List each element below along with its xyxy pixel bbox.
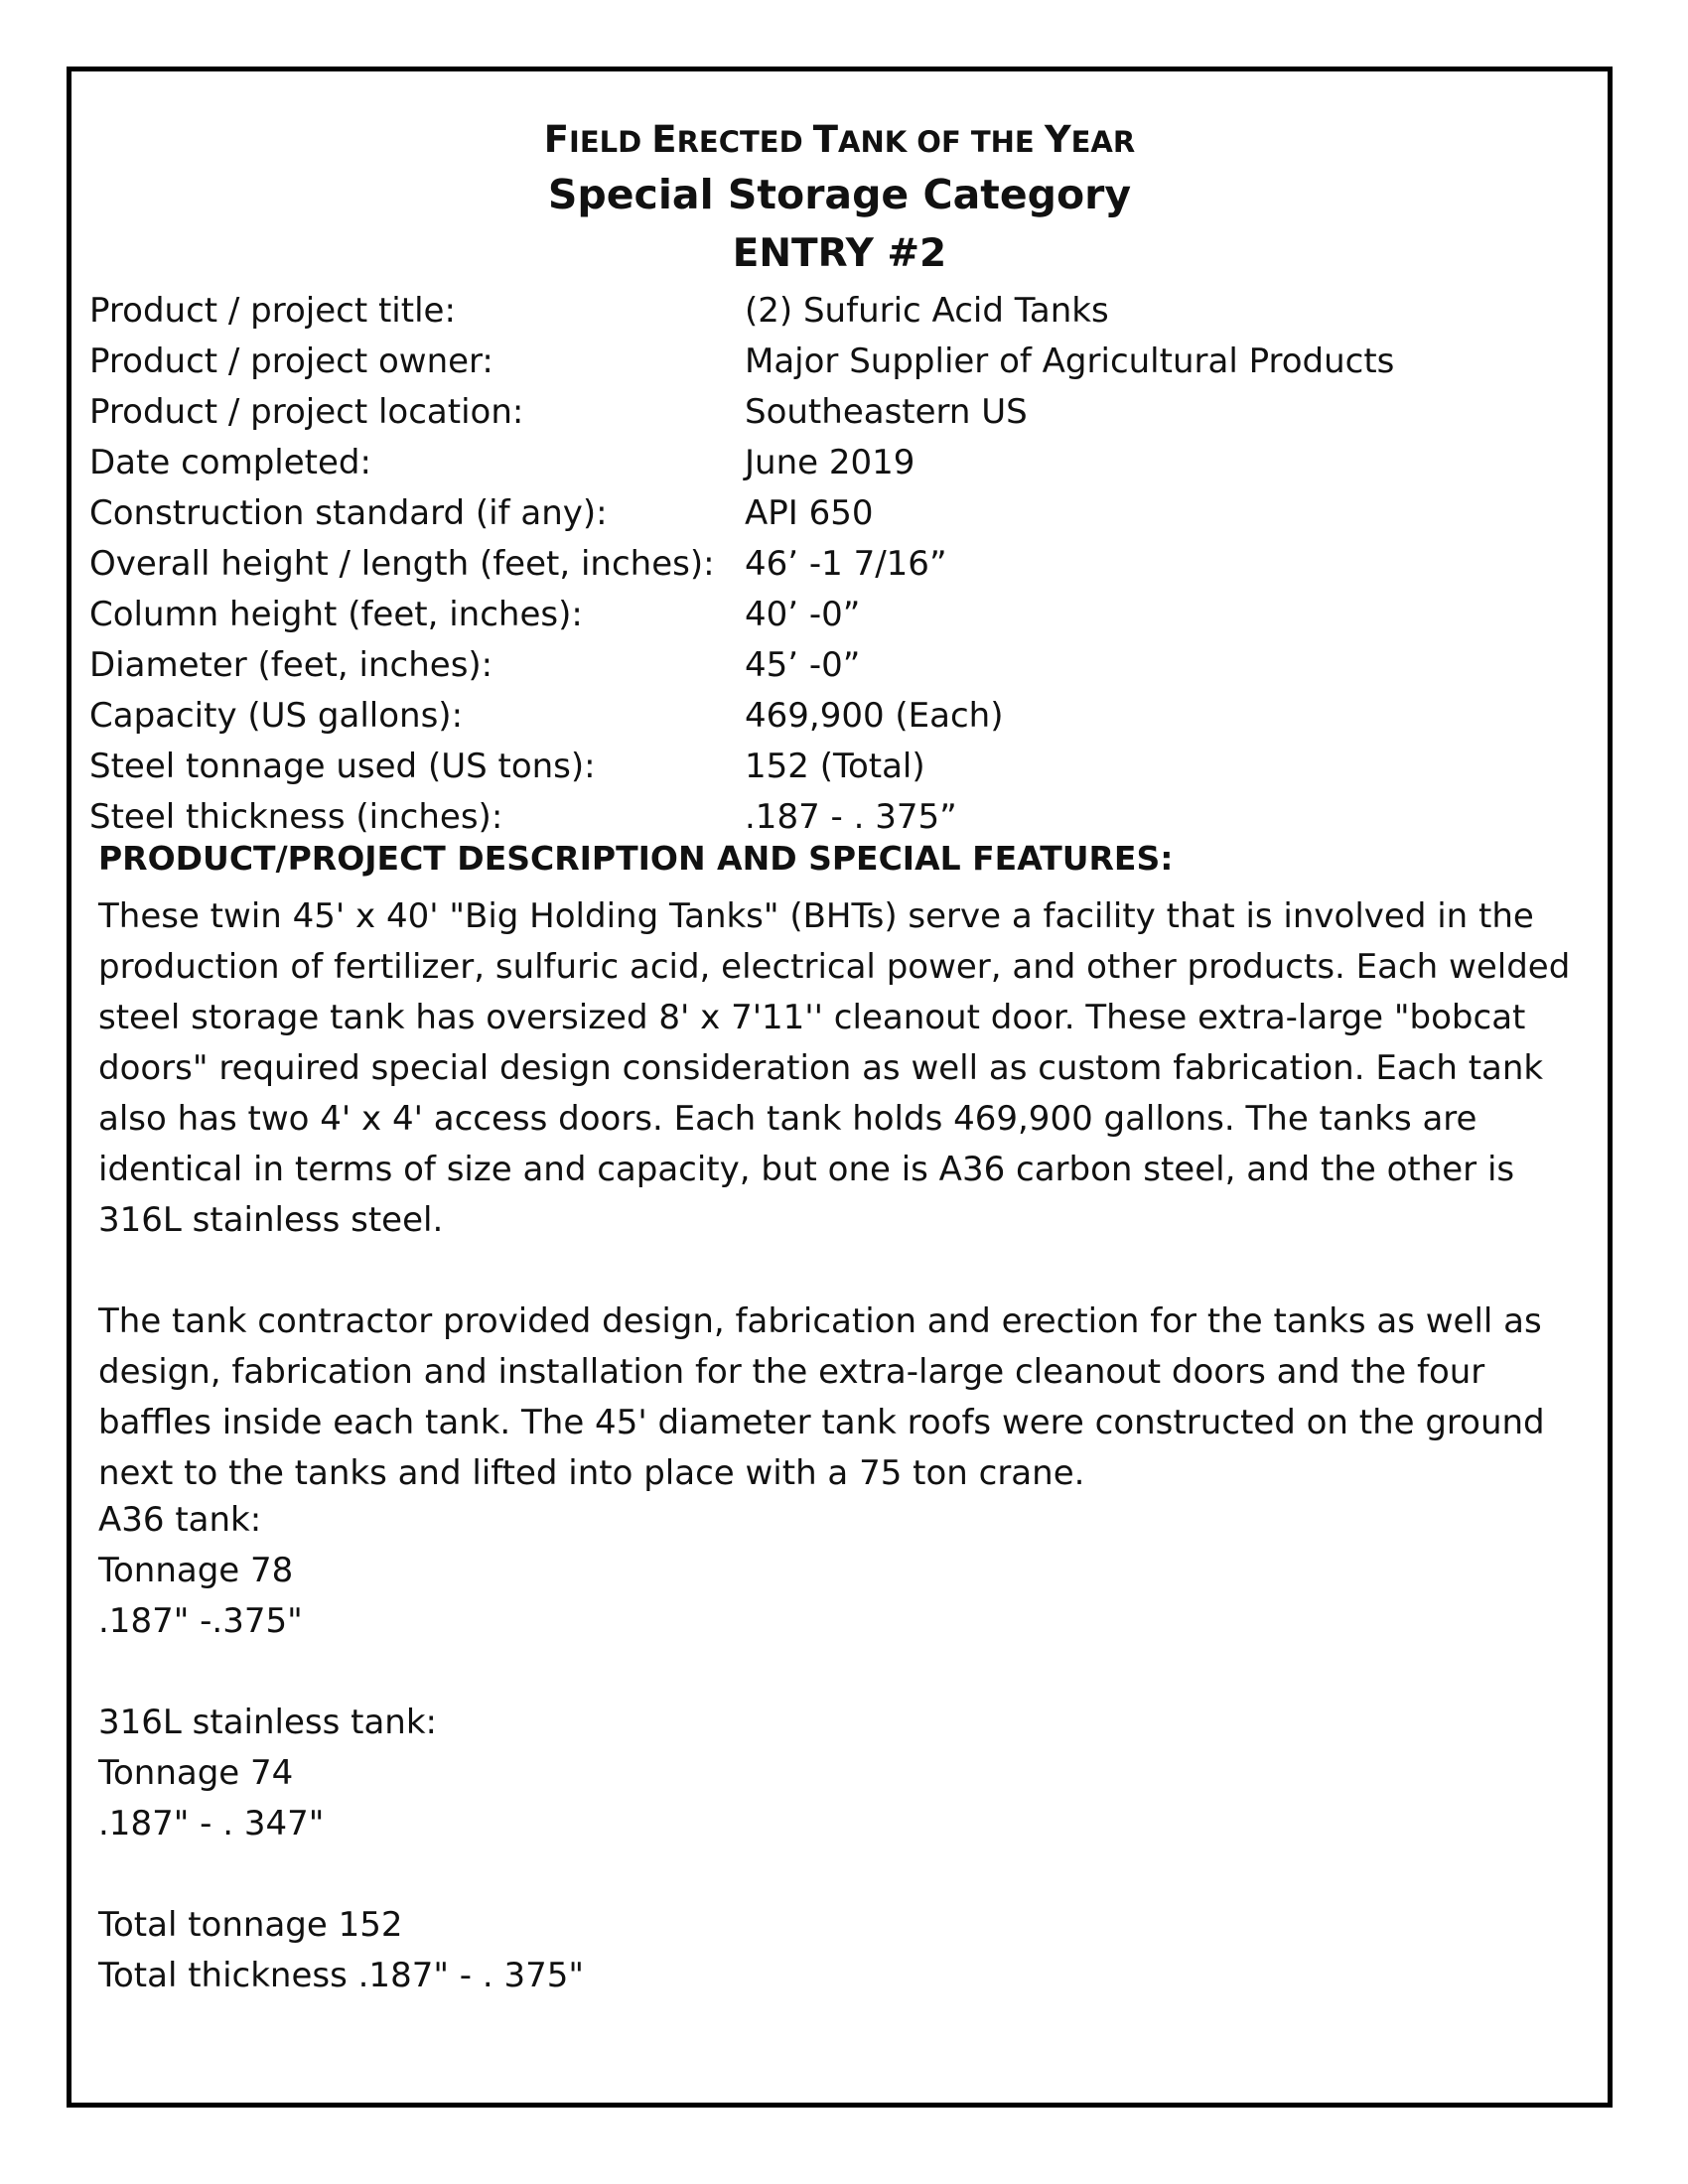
award-title-part: F — [543, 118, 570, 161]
fact-label: Overall height / length (feet, inches): — [89, 543, 715, 584]
spec-tonnage: Tonnage 74 — [98, 1753, 294, 1793]
spec-block-totals — [98, 1900, 1091, 2001]
spec-thickness: .187" -.375" — [98, 1601, 303, 1641]
fact-value: 46’ -1 7/16” — [745, 543, 947, 584]
spec-heading: 316L stainless tank: — [98, 1703, 437, 1742]
fact-label: Product / project location: — [89, 391, 524, 432]
total-thickness: Total thickness .187" - . 375" — [98, 1956, 584, 1995]
fact-label: Capacity (US gallons): — [89, 695, 464, 736]
fact-value: (2) Sufuric Acid Tanks — [745, 290, 1109, 331]
spec-tonnage: Tonnage 78 — [98, 1551, 294, 1590]
fact-label: Diameter (feet, inches): — [89, 644, 493, 685]
fact-label: Steel thickness (inches): — [89, 796, 503, 837]
fact-value: June 2019 — [745, 442, 915, 482]
award-title-part: RECTED — [676, 125, 813, 159]
fact-row-standard — [89, 487, 1589, 538]
entry-number: ENTRY #2 — [732, 231, 947, 276]
fact-row-thickness — [89, 791, 1589, 842]
fact-label: Steel tonnage used (US tons): — [89, 746, 596, 786]
spec-block-a36 — [98, 1495, 1091, 1647]
facts-table — [89, 285, 1589, 842]
fact-value: .187 - . 375” — [745, 796, 957, 837]
description-heading: PRODUCT/PROJECT DESCRIPTION AND SPECIAL FEATURES: — [98, 839, 1174, 878]
description-paragraph: The tank contractor provided design, fabrication and erection for the tanks as well as design, fabrication and installation for the extra-large cleanout doors and the four baffles inside each tank. The 45' diameter tank roofs were constructed on the ground next to the tanks and lifted into place with a 75 ton crane. — [98, 1301, 1545, 1493]
award-title-part: ANK OF THE — [838, 125, 1045, 159]
spec-block-316l — [98, 1698, 1091, 1849]
award-title-part: IELD — [569, 125, 652, 159]
award-title-part: EAR — [1070, 125, 1136, 159]
fact-row-location — [89, 386, 1589, 437]
fact-value: Major Supplier of Agricultural Products — [745, 341, 1395, 381]
fact-row-tonnage — [89, 741, 1589, 791]
fact-value: 469,900 (Each) — [745, 695, 1004, 736]
fact-value: Southeastern US — [745, 391, 1028, 432]
description-paragraph: These twin 45' x 40' "Big Holding Tanks" (BHTs) serve a facility that is involved in the production of fertilizer, sulfuric acid, electrical power, and other products. Each welded steel storage tank has oversized 8' x 7'11'' cleanout door. These extra-large "bobcat doors" required special design consideration as well as custom fabrication. Each tank also has two 4' x 4' access doors. Each tank holds 469,900 gallons. The tanks are identical in terms of size and capacity, but one is A36 carbon steel, and the other is 316L stainless steel. — [98, 896, 1571, 1240]
fact-row-title — [89, 285, 1589, 336]
award-title-part: Y — [1044, 118, 1071, 161]
fact-value: 45’ -0” — [745, 644, 861, 685]
description-body — [98, 891, 1588, 1550]
fact-label: Date completed: — [89, 442, 371, 482]
fact-row-diameter — [89, 639, 1589, 690]
spec-thickness: .187" - . 347" — [98, 1804, 325, 1843]
spec-heading: A36 tank: — [98, 1500, 262, 1540]
fact-value: API 650 — [745, 492, 874, 533]
fact-label: Construction standard (if any): — [89, 492, 608, 533]
fact-row-date — [89, 437, 1589, 487]
fact-row-column-height — [89, 589, 1589, 639]
fact-label: Product / project owner: — [89, 341, 493, 381]
fact-label: Product / project title: — [89, 290, 456, 331]
fact-row-owner — [89, 336, 1589, 386]
fact-row-capacity — [89, 690, 1589, 741]
fact-value: 40’ -0” — [745, 594, 861, 634]
fact-value: 152 (Total) — [745, 746, 925, 786]
award-title — [71, 118, 1608, 161]
document-frame — [67, 67, 1613, 2108]
total-tonnage: Total tonnage 152 — [98, 1905, 403, 1945]
award-title-part: T — [812, 118, 839, 161]
tank-specs — [98, 1495, 1091, 2052]
fact-label: Column height (feet, inches): — [89, 594, 583, 634]
category-title: Special Storage Category — [547, 171, 1132, 218]
fact-row-overall-height — [89, 538, 1589, 589]
award-title-part: E — [651, 118, 677, 161]
